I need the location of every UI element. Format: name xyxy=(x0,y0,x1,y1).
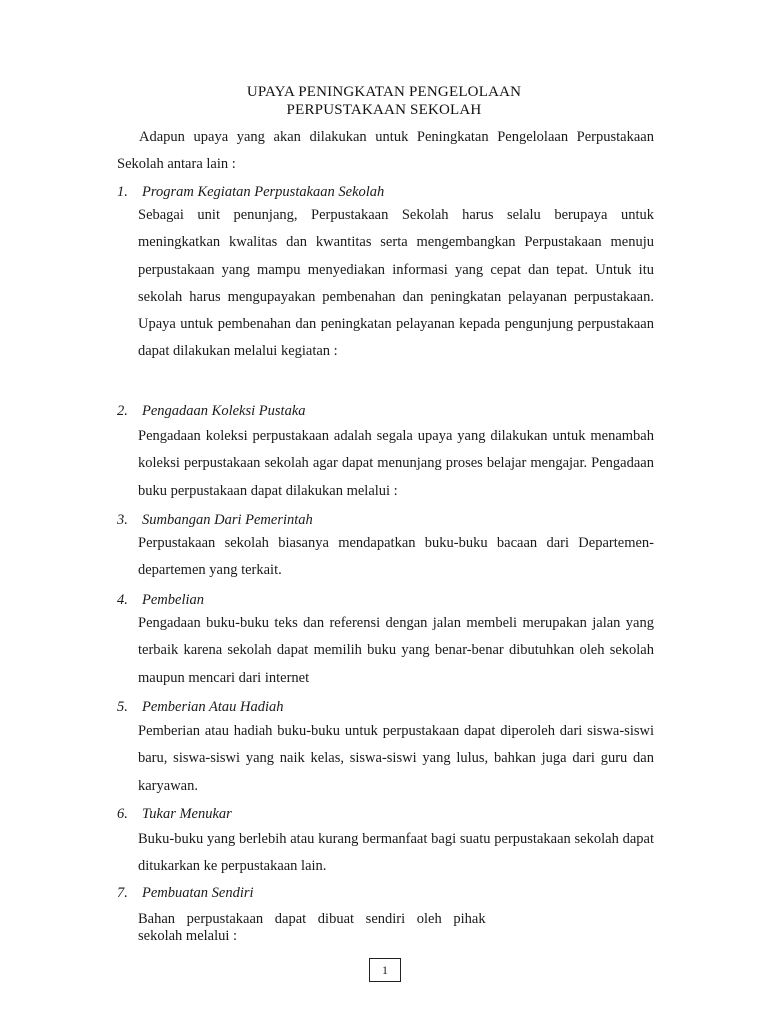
list-item-number: 2. xyxy=(117,403,128,419)
list-item-body: Pemberian atau hadiah buku-buku untuk perpustakaan dapat diperoleh dari siswa-siswi baru, siswa-siswi yang naik kelas, siswa-siswi yang lulus, bahkan juga dari guru dan karyawan. xyxy=(138,723,654,794)
list-item-title xyxy=(117,403,657,420)
list-item-heading: Pengadaan Koleksi Pustaka xyxy=(142,403,306,419)
list-item-heading: Pembuatan Sendiri xyxy=(142,885,254,901)
list-item-title xyxy=(117,806,657,823)
list-item-title xyxy=(117,512,657,529)
list-item-body: Pengadaan buku-buku teks dan referensi dengan jalan membeli merupakan jalan yang terbaik karena sekolah dapat memilih buku yang benar-benar dibutuhkan oleh sekolah maupun mencari dari internet xyxy=(138,615,654,686)
list-item-heading: Pembelian xyxy=(142,592,205,608)
list-item-number: 4. xyxy=(117,592,128,608)
list-item-heading: Program Kegiatan Perpustakaan Sekolah xyxy=(142,184,385,200)
page-number: 1 xyxy=(369,958,401,982)
list-item-title xyxy=(117,885,657,902)
list-item-heading: Sumbangan Dari Pemerintah xyxy=(142,512,313,528)
list-item-body: Buku-buku yang berlebih atau kurang bermanfaat bagi suatu perpustakaan sekolah dapat ditukarkan ke perpustakaan lain. xyxy=(138,831,654,875)
list-item-number: 1. xyxy=(117,184,128,200)
list-item-body: Perpustakaan sekolah biasanya mendapatkan buku-buku bacaan dari Departemen-departemen yang terkait. xyxy=(138,535,654,579)
list-item-number: 7. xyxy=(117,885,128,901)
list-item-heading: Pemberian Atau Hadiah xyxy=(142,699,284,715)
list-item-body-line-2: sekolah melalui : xyxy=(138,928,238,944)
list-item-title xyxy=(117,592,657,609)
list-item-number: 6. xyxy=(117,806,128,822)
intro-paragraph: Adapun upaya yang akan dilakukan untuk Peningkatan Pengelolaan Perpustakaan Sekolah antara lain : xyxy=(117,129,654,173)
list-item-title xyxy=(117,184,657,201)
list-item-heading: Tukar Menukar xyxy=(142,806,232,822)
list-item-body-line-1: Bahan perpustakaan dapat dibuat sendiri oleh pihak xyxy=(138,911,486,927)
list-item-number: 5. xyxy=(117,699,128,715)
list-item-title xyxy=(117,699,657,716)
document-title-line-2: PERPUSTAKAAN SEKOLAH xyxy=(286,102,482,118)
list-item-body: Pengadaan koleksi perpustakaan adalah segala upaya yang dilakukan untuk menambah koleksi perpustakaan sekolah agar dapat menunjang proses belajar mengajar. Pengadaan buku perpustakaan dapat dilakukan melalui : xyxy=(138,428,654,499)
list-item-body: Sebagai unit penunjang, Perpustakaan Sekolah harus selalu berupaya untuk meningkatkan kwalitas dan kwantitas serta mengembangkan Perpustakaan menuju perpustakaan yang mampu menyediakan informasi yang cepat dan tepat. Untuk itu sekolah harus mengupayakan pembenahan dan peningkatan pelayanan perpustakaan. Upaya untuk pembenahan dan peningkatan pelayanan kepada pengunjung perpustakaan dapat dilakukan melalui kegiatan : xyxy=(138,207,654,360)
document-title-line-1: UPAYA PENINGKATAN PENGELOLAAN xyxy=(246,84,522,100)
list-item-number: 3. xyxy=(117,512,128,528)
